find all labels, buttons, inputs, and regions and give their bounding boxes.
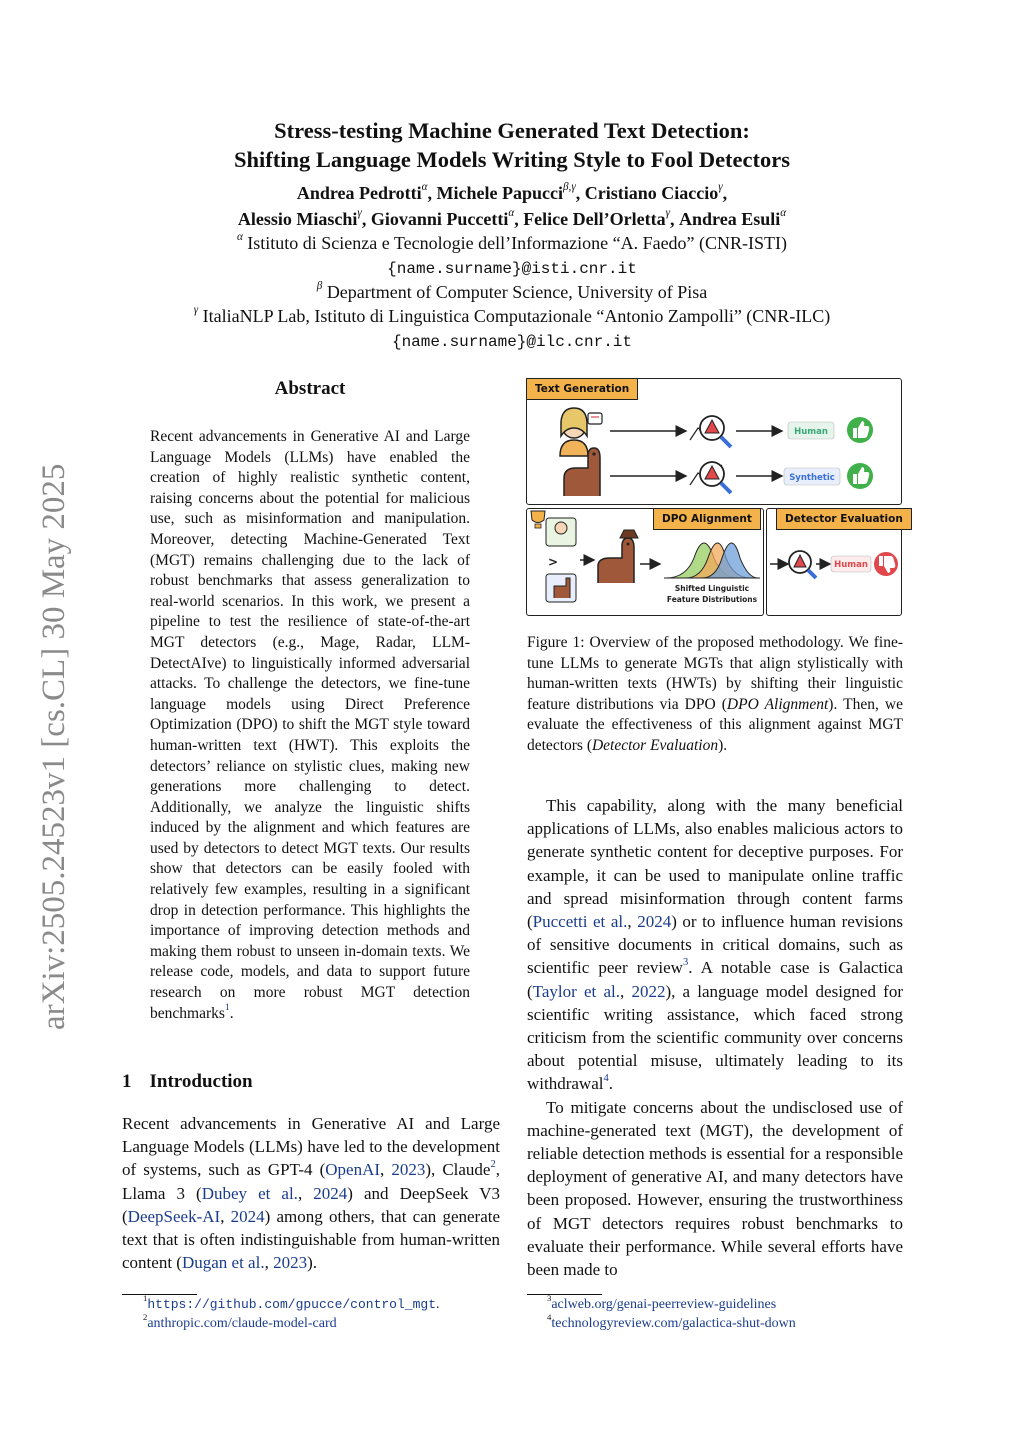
- llama-with-hat-icon: [598, 530, 638, 583]
- text-run: ) and DeepSeek V3 (: [122, 1183, 501, 1226]
- figure-illustration: [526, 378, 904, 618]
- tag-synthetic: Synthetic: [789, 473, 835, 483]
- text-run: ,: [264, 1253, 274, 1273]
- footnote-link[interactable]: technologyreview.com/galactica-shut-down: [551, 1316, 796, 1331]
- citation-link[interactable]: Puccetti et al.: [532, 912, 628, 932]
- text-run: This capability, along with the many beneficial applications of LLMs, also enables malicious actors to generate synthetic content for deceptive purposes. For example, it can be used to manipulate online traffic and spread misinformation through content farms (: [527, 796, 903, 932]
- preference-symbol: >: [548, 555, 559, 569]
- citation-link[interactable]: Dubey et al.: [201, 1183, 298, 1203]
- author-line-1: Andrea Pedrotti$^\alpha$, Michele Papucci$^{\beta,\gamma}$, Cristiano Ciaccio$^\gamma$,: [296, 181, 728, 203]
- right-column-body: [527, 794, 903, 1281]
- text-run: .: [608, 1074, 613, 1094]
- footnote-number: 1: [143, 1293, 148, 1304]
- citation-link[interactable]: 2024: [637, 912, 672, 932]
- text-run: ,: [627, 912, 638, 932]
- affiliation-isti: [0, 231, 1024, 255]
- affil-mark: β: [316, 280, 323, 293]
- detector-magnifier-icon: [690, 416, 731, 447]
- text-run: ,: [619, 981, 632, 1001]
- author-affil-mark: β,γ: [563, 181, 576, 194]
- abstract-body: [150, 427, 470, 1024]
- citation-link[interactable]: 2022: [631, 981, 666, 1001]
- label-dpo-alignment: DPO Alignment: [653, 508, 761, 530]
- text-run: ,: [380, 1160, 392, 1180]
- label-detector-evaluation: Detector Evaluation: [776, 508, 912, 530]
- section-number: 1: [122, 1071, 132, 1092]
- caption-text: Figure 1: Overview of the proposed methodology. We fine-tune LLMs to generate MGTs that align stylistically with human-written texts (HWTs) by shifting their linguistic feature distributions via DPO (: [527, 634, 903, 713]
- caption-text: ). Then, we evaluate the effectiveness of this alignment against MGT detectors (: [527, 695, 903, 754]
- email-ilc: {name.surname}@ilc.cnr.it: [391, 333, 633, 351]
- figure-1-caption: [527, 633, 903, 757]
- email-isti: {name.surname}@isti.cnr.it: [387, 260, 637, 278]
- author-list: [0, 180, 1024, 232]
- shifted-features-label-1: Shifted Linguistic: [674, 584, 750, 593]
- author-name: Giovanni Puccetti: [370, 209, 509, 229]
- shifted-features-label-2: Feature Distributions: [666, 595, 758, 604]
- footnote-mark[interactable]: 3: [682, 957, 689, 969]
- thumbs-up-icon: [847, 463, 873, 489]
- tag-human: Human: [794, 427, 828, 437]
- thumbs-up-icon: [847, 417, 873, 443]
- intro-paragraph-1: [122, 1112, 500, 1274]
- detector-magnifier-icon: [789, 551, 816, 578]
- footnote-3: [547, 1293, 777, 1314]
- author-name: Andrea Esuli: [679, 209, 781, 229]
- footnote-rule: [122, 1294, 197, 1295]
- intro-paragraph-2: [527, 794, 903, 1096]
- label-text-generation: Text Generation: [526, 378, 638, 400]
- author-affil-mark: α: [508, 207, 515, 220]
- affil-text: Istituto di Scienza e Tecnologie dell’Informazione “A. Faedo” (CNR-ISTI): [247, 233, 788, 253]
- author-affil-mark: γ: [718, 181, 723, 194]
- author-name: Michele Papucci: [436, 183, 563, 203]
- title-line-2: Shifting Language Models Writing Style to Fool Detectors: [233, 147, 791, 172]
- citation-link[interactable]: 2024: [230, 1206, 265, 1226]
- author-name: Cristiano Ciaccio: [584, 183, 719, 203]
- footnote-number: 3: [547, 1293, 552, 1304]
- section-heading-introduction: [122, 1071, 253, 1093]
- section-title: Introduction: [149, 1071, 253, 1092]
- detector-magnifier-icon: [690, 462, 731, 493]
- affiliation-unipi: [0, 280, 1024, 304]
- tag-human-eval: Human: [834, 560, 868, 570]
- affiliation-ilc: [0, 304, 1024, 328]
- paper-title: [0, 116, 1024, 174]
- footnote-link[interactable]: https://github.com/gpucce/control_mgt: [147, 1297, 436, 1312]
- text-run: ) or to influence human revisions of sensitive documents in critical domains, such as scientific peer review: [527, 912, 903, 978]
- abstract-text: Recent advancements in Generative AI and Large Language Models (LLMs) have enabled the creation of highly realistic synthetic content, raising concerns about the potential for malicious use, such as misinformation and manipulation. Moreover, detecting Machine-Generated Text (MGT) remains challenging due to the lack of robust benchmarks that assess generalization to real-world scenarios. In this work, we present a pipeline to test the resilience of state-of-the-art MGT detectors (e.g., Mage, Radar, LLM-DetectAIve) to linguistically informed adversarial attacks. To challenge the detectors, we fine-tune language models using Direct Preference Optimization (DPO) to shift the MGT style toward human-written text (HWT). This exploits the detectors’ reliance on stylistic clues, making new generations more challenging to detect. Additionally, we analyze the linguistic shifts induced by the alignment and which features are used by detectors to detect MGT texts. Our results show that detectors can be easily fooled with relatively few examples, resulting in a significant drop in detection performance. This highlights the importance of improving detection methods and making them robust to unseen in-domain texts. We release code, models, and data to support future research on more robust MGT detection benchmarks: [150, 428, 470, 1022]
- author-affil-mark: γ: [665, 207, 671, 220]
- title-line-1: Stress-testing Machine Generated Text Detection:: [274, 118, 750, 143]
- author-affil-mark: γ: [357, 207, 362, 220]
- text-run: Recent advancements in Generative AI and Large Language Models (LLMs) have led to the development of systems, such as GPT-4 (: [122, 1114, 500, 1180]
- author-affil-mark: α: [780, 207, 787, 220]
- citation-link[interactable]: 2023: [391, 1160, 426, 1180]
- trophy-icon: [531, 511, 545, 528]
- arxiv-sidebar-stamp: arXiv:2505.24523v1 [cs.CL] 30 May 2025: [36, 463, 72, 1030]
- footnote-rule: [527, 1294, 602, 1295]
- citation-link[interactable]: Taylor et al.: [532, 981, 620, 1001]
- footnote-mark[interactable]: 4: [603, 1073, 609, 1085]
- footnote-2: [143, 1312, 337, 1333]
- figure-1: [526, 378, 904, 618]
- intro-paragraph-3: To mitigate concerns about the undisclosed use of machine-generated text (MGT), the development of reliable detection methods is essential for a responsible deployment of generative AI, and many detectors have been proposed. However, ensuring the trustworthiness of MGT detectors requires robust benchmarks to evaluate their performance. While several efforts have been made to: [527, 1097, 903, 1280]
- footnote-4: [547, 1312, 796, 1333]
- citation-link[interactable]: Dugan et al.: [181, 1253, 265, 1273]
- text-run: , Llama 3 (: [122, 1160, 500, 1203]
- footnote-link[interactable]: aclweb.org/genai-peerreview-guidelines: [551, 1297, 777, 1312]
- text-run: ).: [307, 1253, 317, 1273]
- footnote-end: .: [436, 1297, 440, 1312]
- author-name: Felice Dell’Orletta: [523, 209, 666, 229]
- footnote-1: [143, 1293, 440, 1314]
- citation-link[interactable]: OpenAI: [325, 1160, 381, 1180]
- abstract-heading: Abstract: [274, 378, 346, 399]
- text-run: ,: [297, 1183, 314, 1203]
- affil-text: Department of Computer Science, University of Pisa: [326, 282, 708, 302]
- paragraph: [122, 1112, 500, 1274]
- affil-mark: γ: [193, 304, 199, 317]
- text-run: ,: [220, 1206, 231, 1226]
- footnote-link[interactable]: anthropic.com/claude-model-card: [147, 1316, 337, 1331]
- affil-mark: α: [236, 231, 243, 244]
- affil-text: ItaliaNLP Lab, Istituto di Linguistica Computazionale “Antonio Zampolli” (CNR-ILC): [202, 306, 831, 326]
- thumbs-down-icon: [874, 552, 898, 576]
- abstract-end: .: [229, 1004, 234, 1022]
- author-name: Andrea Pedrotti: [296, 183, 422, 203]
- caption-emphasis: Detector Evaluation: [591, 736, 719, 754]
- author-name: Alessio Miaschi: [237, 209, 358, 229]
- citation-link[interactable]: 2023: [273, 1253, 308, 1273]
- text-run: . A notable case is Galactica (: [527, 958, 904, 1001]
- caption-emphasis: DPO Alignment: [726, 695, 829, 713]
- text-run: ) among others, that can generate text that is often indistinguishable from human-written content (: [122, 1206, 501, 1273]
- footnote-number: 2: [143, 1312, 148, 1323]
- caption-text: ).: [718, 736, 728, 754]
- citation-link[interactable]: DeepSeek-AI: [127, 1206, 221, 1226]
- text-run: ), a language model designed for scientific writing assistance, which faced strong criticism from the scientific community over concerns about potential misuse, ultimately leading to its withdrawal: [527, 981, 903, 1094]
- footnote-number: 4: [547, 1312, 552, 1323]
- author-line-2: Alessio Miaschi$^\gamma$, Giovanni Puccetti$^\alpha$, Felice Dell’Orletta$^\gamma$, Andrea Esuli$^\alpha$: [237, 207, 787, 229]
- author-affil-mark: α: [421, 181, 428, 194]
- footnote-mark[interactable]: 2: [490, 1159, 496, 1171]
- text-run: ), Claude: [425, 1160, 491, 1180]
- human-mini-icon: [555, 522, 567, 534]
- footnote-mark[interactable]: 1: [224, 1002, 230, 1014]
- citation-link[interactable]: 2024: [313, 1183, 348, 1203]
